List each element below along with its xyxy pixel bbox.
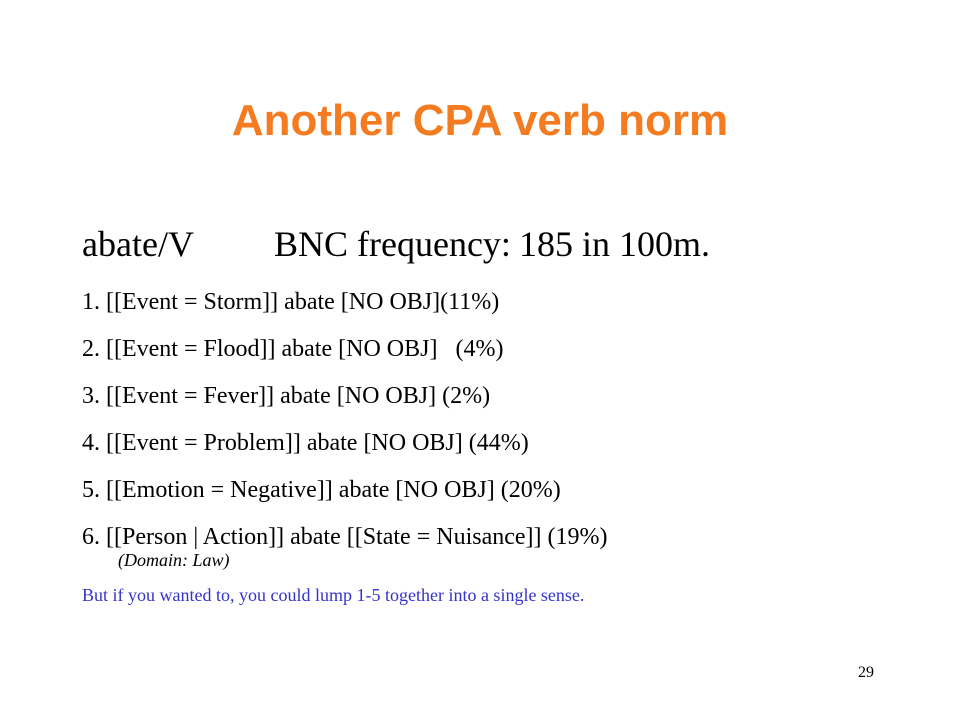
- frequency-value: 185 in 100m.: [518, 224, 710, 264]
- page-number: 29: [858, 664, 874, 681]
- domain-note: (Domain: Law): [118, 550, 230, 570]
- headword-line: [82, 222, 710, 270]
- headword: abate/V: [82, 224, 194, 264]
- pattern-item-5: 5. [[Emotion = Negative]] abate [NO OBJ] (20%): [82, 477, 561, 503]
- pattern-item-3: 3. [[Event = Fever]] abate [NO OBJ] (2%): [82, 383, 491, 409]
- pattern-item-6: 6. [[Person | Action]] abate [[State = Nuisance]] (19%): [82, 524, 608, 550]
- pattern-item-4: 4. [[Event = Problem]] abate [NO OBJ] (44%): [82, 430, 529, 456]
- frequency-label: BNC frequency:: [274, 224, 511, 264]
- slide-title: Another CPA verb norm: [231, 96, 729, 145]
- footnote: But if you wanted to, you could lump 1-5 together into a single sense.: [82, 585, 585, 605]
- pattern-item-2: 2. [[Event = Flood]] abate [NO OBJ] (4%): [82, 336, 504, 362]
- pattern-item-1: 1. [[Event = Storm]] abate [NO OBJ](11%): [82, 289, 500, 315]
- slide-body: [82, 222, 710, 606]
